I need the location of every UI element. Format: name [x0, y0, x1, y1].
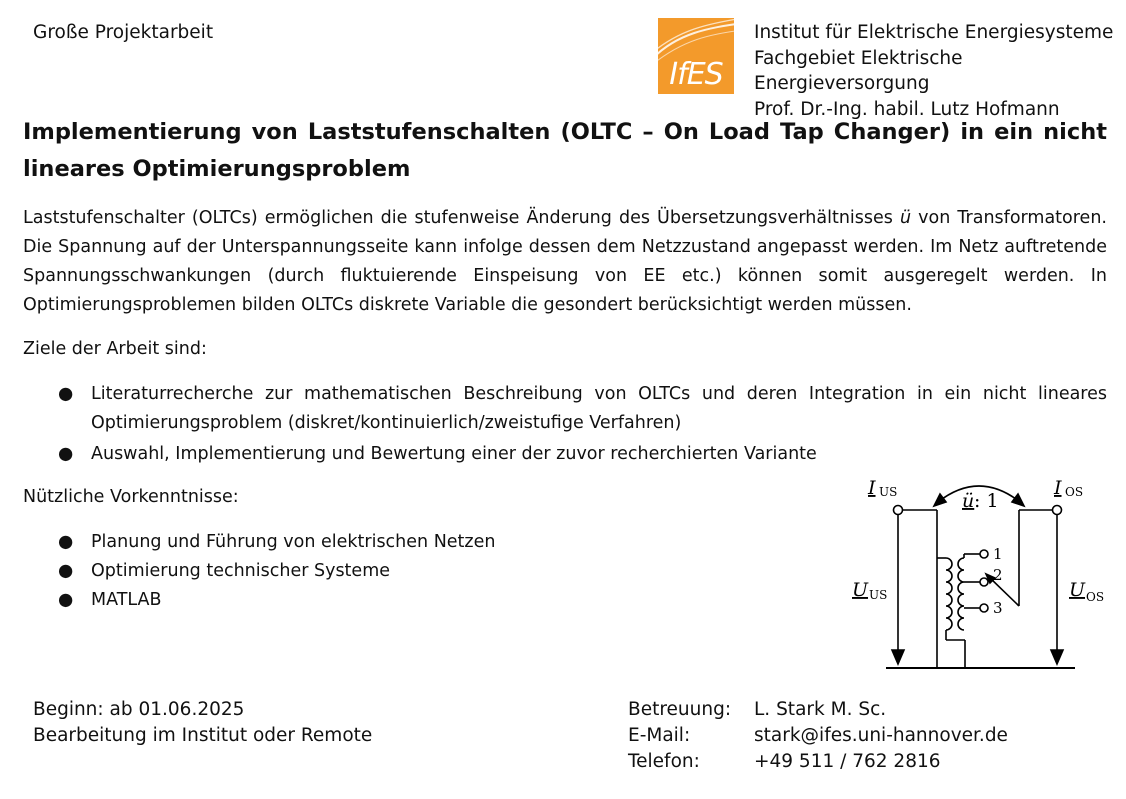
- terminal-us: [894, 506, 903, 515]
- voltage-us-sub: US: [869, 588, 888, 602]
- bullet-icon: ●: [58, 561, 74, 581]
- current-us-sub: US: [879, 485, 898, 499]
- start-date: Beginn: ab 01.06.2025: [33, 699, 245, 720]
- phone-number: +49 511 / 762 2816: [754, 751, 941, 772]
- voltage-us-arrow-icon: [892, 650, 904, 664]
- tap-1: [980, 550, 988, 558]
- voltage-os-arrow-icon: [1051, 650, 1063, 664]
- intro-paragraph: [23, 204, 1107, 320]
- current-os-sub: OS: [1065, 485, 1084, 499]
- supervisor-label: Betreuung:: [628, 699, 732, 720]
- ifes-logo: [658, 18, 734, 94]
- email-label: E-Mail:: [628, 725, 691, 746]
- email-address[interactable]: stark@ifes.uni-hannover.de: [754, 725, 1008, 746]
- tap-2: [980, 578, 988, 586]
- institute-name: Institut für Elektrische Energiesysteme: [754, 22, 1114, 43]
- logo-text: IfES: [669, 57, 723, 92]
- ratio-symbol: ü: [899, 208, 912, 228]
- terminal-os: [1053, 506, 1062, 515]
- current-os-label: I: [1054, 477, 1062, 499]
- voltage-os-sub: OS: [1086, 590, 1105, 604]
- knowledge-list: [0, 528, 800, 615]
- tap-label-1: 1: [993, 545, 1003, 563]
- page-title: Implementierung von Laststufenschalten (OLTC – On Load Tap Changer) in ein nicht lineares Optimierungsproblem: [23, 119, 1107, 182]
- goals-heading: Ziele der Arbeit sind:: [23, 339, 207, 359]
- list-item: ● MATLAB: [0, 586, 800, 615]
- current-us-label: I: [868, 477, 876, 499]
- footer-left: [33, 697, 372, 749]
- tap-3: [980, 604, 988, 612]
- intro-text-end: von Transformatoren. Die Spannung auf der Unterspannungsseite kann infolge dessen dem Netzzustand angepasst werden. Im Netz auftretende Spannungsschwankungen (durch fluktuierende Einspeisung von EE etc.) können somit ausgeregelt werden. In Optimierungsproblemen bilden OLTCs diskrete Variable die gesondert berücksichtigt werden müssen.: [23, 208, 1107, 315]
- tap-label-3: 3: [993, 599, 1003, 617]
- institute-block: [754, 20, 1126, 122]
- list-item: ● Optimierung technischer Systeme: [0, 557, 800, 586]
- bullet-icon: ●: [58, 384, 74, 404]
- footer-labels: [628, 697, 731, 775]
- bullet-icon: ●: [58, 590, 74, 610]
- footer-contact: [754, 697, 1008, 775]
- goals-list: [0, 380, 1107, 469]
- ratio-label: : 1: [974, 490, 999, 512]
- professor-name: Prof. Dr.-Ing. habil. Lutz Hofmann: [754, 98, 1060, 120]
- ratio-symbol-label: ü: [962, 490, 975, 512]
- document-type: Große Projektarbeit: [33, 22, 214, 43]
- voltage-os-label: U: [1069, 579, 1086, 601]
- oltc-transformer-diagram: [840, 468, 1105, 678]
- voltage-us-label: U: [852, 579, 869, 601]
- list-item: ● Auswahl, Implementierung und Bewertung einer der zuvor recherchierten Variante: [0, 440, 1107, 469]
- list-item: ● Planung und Führung von elektrischen Netzen: [0, 528, 800, 557]
- phone-label: Telefon:: [628, 751, 700, 772]
- intro-text-start: Laststufenschalter (OLTCs) ermöglichen die stufenweise Änderung des Übersetzungsverhältnisses: [23, 208, 900, 228]
- primary-coil-icon: [946, 558, 952, 630]
- bullet-icon: ●: [58, 532, 74, 552]
- knowledge-heading: Nützliche Vorkenntnisse:: [23, 487, 239, 507]
- department-name: Fachgebiet Elektrische Energieversorgung: [754, 47, 963, 94]
- supervisor-name: L. Stark M. Sc.: [754, 699, 887, 720]
- list-item: ● Literaturrecherche zur mathematischen Beschreibung von OLTCs und deren Integration in ein nicht lineares Optimierungsproblem (diskret/kontinuierlich/zweistufige Verfahren): [0, 380, 1107, 438]
- work-location: Bearbeitung im Institut oder Remote: [33, 725, 373, 746]
- secondary-coil-icon: [958, 558, 964, 630]
- bullet-icon: ●: [58, 444, 74, 464]
- tap-label-2: 2: [993, 566, 1003, 584]
